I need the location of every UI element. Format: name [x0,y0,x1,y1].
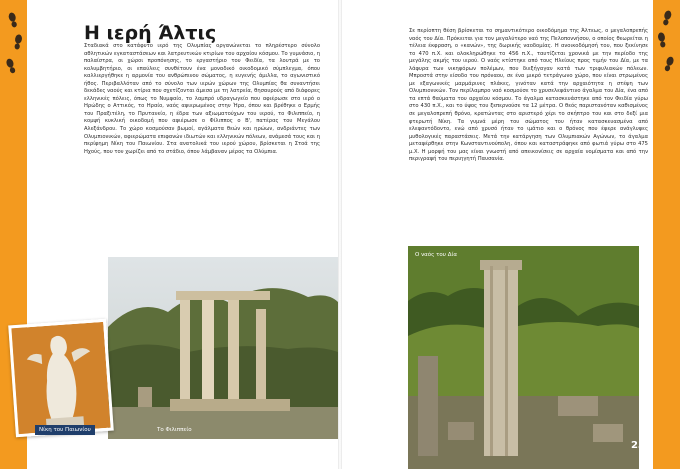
footprint-icon [4,57,19,75]
footprint-icon [656,31,669,48]
page-number-left: 22 [34,440,48,451]
footprint-icon [6,11,20,29]
footprint-icon [660,9,674,27]
left-body-text: Σταδιακά στο κατάφυτο ιερό της Ολυμπίας οργανώνεται το πληρέστερο σύνολο αθλητικών εγκαταστάσεων και λατρευτικών κτιρίων του αρχαίου κόσμου. Το γυμνάσιο, η παλαίστρα, οι χώροι προπόνησης, το εργαστήριο του Φειδία, τα λουτρά με το κολυμβητήριο, οι επαύλεις συνθέτουν ένα μοναδικό οικοδομικό σύμπλεγμα, όπου καλλιεργήθηκε η αρμονία του ανθρώπινου σώματος, η ευγενής άμιλλα, το αγωνιστικό ήθος. Περιβαλλόταν από το σύνολο των ιερών χώρων της Ολυμπίας θα συναντήσει δεκάδες ναούς και κτίρια που σχετίζονται άμεσα με τη λατρεία, θησαυρούς από διάφορες ελληνικές πόλεις, όπως το Νυμφαίο, το λαμπρό υδραγωγείο που αφιέρωσε στο ιερό ο Ηρώδης ο Αττικός, το Ηραίο, ναός αφιερωμένος στην Ήρα, όπου και βρέθηκε ο Ερμής του Πραξιτέλη, το Πρυτανείο, η έδρα των αξιωματούχων του ιερού, το Φιλιππείο, η κομψή κυκλική οικοδομή που αφιέρωσε ο Φίλιππος ο Β', πατέρας του Μεγάλου Αλεξάνδρου. Το χώρο κοσμούσαν βωμοί, αγάλματα θεών και ηρώων, ανδριάντες των Ολυμπιονικών, αφιερώματα επιφανών ιδιωτών και ελληνικών πόλεων, ανάμεσά τους και η περίφημη Νίκη του Παιωνίου. Στα ανατολικά του ιερού χώρου, βρίσκεται η Στοά της Ηχούς, που τον χωρίζει από το στάδιο, όπου λάμβαναν μέρος τα Ολύμπια. [84,43,320,155]
footprint-icon [662,55,677,73]
philippeion-photo [108,257,338,439]
right-body-text: Σε περίοπτη θέση βρίσκεται το σημαντικότερο οικοδόμημα της Άλτεως, ο μεγαλοπρεπής ναός του Δία. Πρόκειται για τον μεγαλύτερο ναό της Πελοποννήσου, ο οποίος θεωρείται η τέλεια έκφραση, ο «κανών», της δωρικής ναοδομίας. Η ανοικοδόμησή του, που ξεκίνησε το 470 π.Χ. και ολοκληρώθηκε το 456 π.Χ., ταυτίζεται χρονικά με την περίοδο της μεγάλης ακμής του ιερού. Ο ναός κτίστηκε από τους Ηλείους προς τιμήν του Δία, με τα λάφυρα των νικηφόρων πολέμων, που διεξήγαγαν κατά των τριφυλιακών πόλεων. Μπροστά στην είσοδο του πρόναου, σε ένα μικρό τετράγωνο χώρο, που είναι στρωμένος με εξαγωνικές μαρμάρινες πλάκες, γινόταν κατά την αρχαιότητα η στέψη των Ολυμπιονικών. Τον περίλαμπρο ναό κοσμούσε το χρυσελεφάντινο άγαλμα του Δία, ένα από τα επτά θαύματα του αρχαίου κόσμου. Το άγαλμα κατασκευάστηκε από τον Φειδία γύρω στο 430 π.Χ., και το ύψος του ξεπερνούσε τα 12 μέτρα. Ο θεός παριστανόταν καθισμένος σε μεγαλοπρεπή θρόνο, κρατώντας στο αριστερό χέρι το σκήπτρο του και στο δεξί μια φτερωτή Νίκη. Τα γυμνά μέρη του σώματος του ήταν κατασκευασμένα από ελεφαντόδοντο, ενώ από χρυσό ήταν το ιμάτιο και ο θρόνος που έφερε ανάγλυφες μυθολογικές παραστάσεις. Μετά την κατάργηση των Ολυμπιακών Αγώνων, το άγαλμα μεταφέρθηκε στην Κωνσταντινούπολη, όπου και καταστράφηκε από φωτιά γύρω στο 475 μ.Χ. Η μορφή του μας είναι γνωστή από απεικονίσεις σε αρχαία νομίσματα και από την περιγραφή του περιηγητή Παυσανία. [409,28,648,163]
nike-statue-photo [8,319,114,438]
zeus-caption: Ο ναός του Δία [415,252,457,258]
right-orange-strip [653,0,680,469]
book-gutter [338,0,342,469]
footprint-icon [12,33,25,50]
zeus-temple-photo [408,246,639,469]
nike-caption: Νίκη του Παιωνίου [35,425,95,435]
page-title: Η ιερή Άλτις [84,22,217,44]
page-number-right: 23 [631,440,645,451]
philippeion-caption: Το Φιλιππείο [157,427,192,433]
